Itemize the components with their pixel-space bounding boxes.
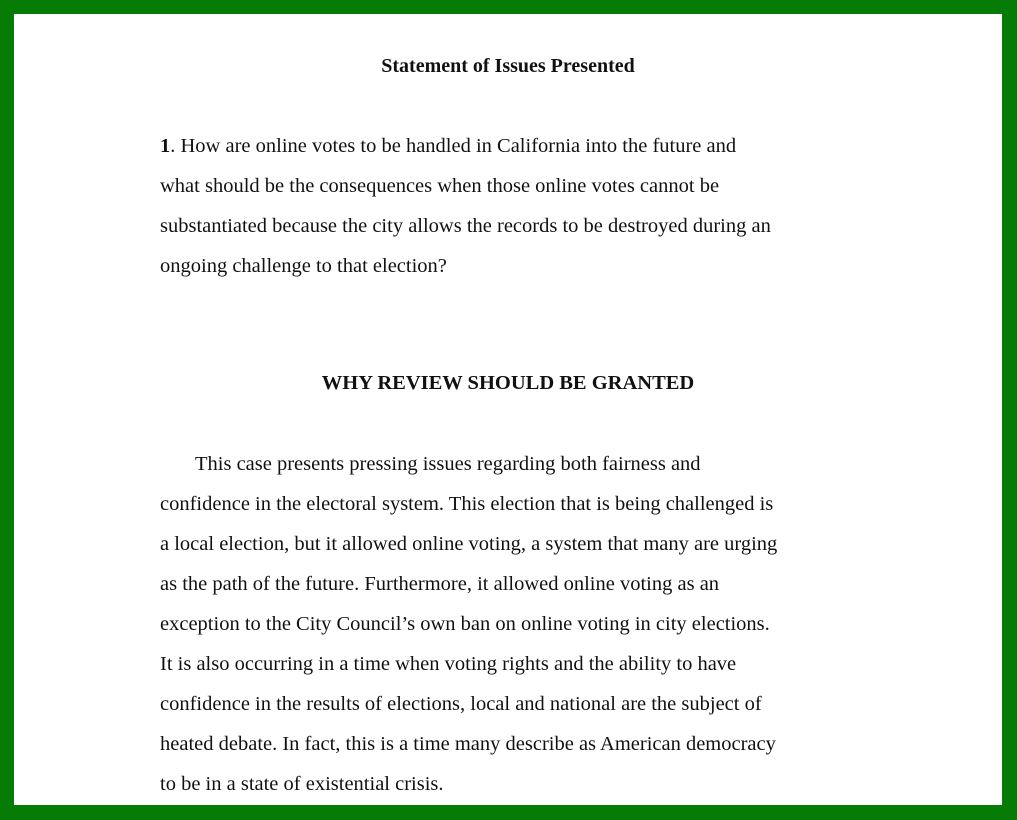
- text-line: This case presents pressing issues regarding both fairness and: [195, 453, 701, 475]
- heading-why-review: WHY REVIEW SHOULD BE GRANTED: [321, 372, 695, 394]
- text-line: substantiated because the city allows the records to be destroyed during an: [160, 215, 771, 237]
- issue-number: 1: [160, 135, 171, 157]
- text-line: exception to the City Council’s own ban on online voting in city elections.: [160, 613, 770, 635]
- text-line: It is also occurring in a time when voting rights and the ability to have: [160, 653, 737, 675]
- text-line: [160, 126, 880, 166]
- text-line: as the path of the future. Furthermore, it allowed online voting as an: [160, 573, 720, 595]
- text-line-content: . How are online votes to be handled in California into the future and: [170, 135, 737, 157]
- issue-1-paragraph: [160, 126, 880, 286]
- text-line: confidence in the results of elections, local and national are the subject of: [160, 693, 762, 715]
- text-line: heated debate. In fact, this is a time many describe as American democracy: [160, 733, 776, 755]
- text-line: a local election, but it allowed online voting, a system that many are urging: [160, 533, 778, 555]
- text-line: to be in a state of existential crisis.: [160, 773, 444, 795]
- text-line: what should be the consequences when those online votes cannot be: [160, 175, 720, 197]
- document-page: [14, 14, 1002, 805]
- review-paragraph: [160, 444, 880, 804]
- text-line: ongoing challenge to that election?: [160, 255, 447, 277]
- text-line: confidence in the electoral system. This election that is being challenged is: [160, 493, 774, 515]
- heading-statement-of-issues: Statement of Issues Presented: [381, 55, 635, 77]
